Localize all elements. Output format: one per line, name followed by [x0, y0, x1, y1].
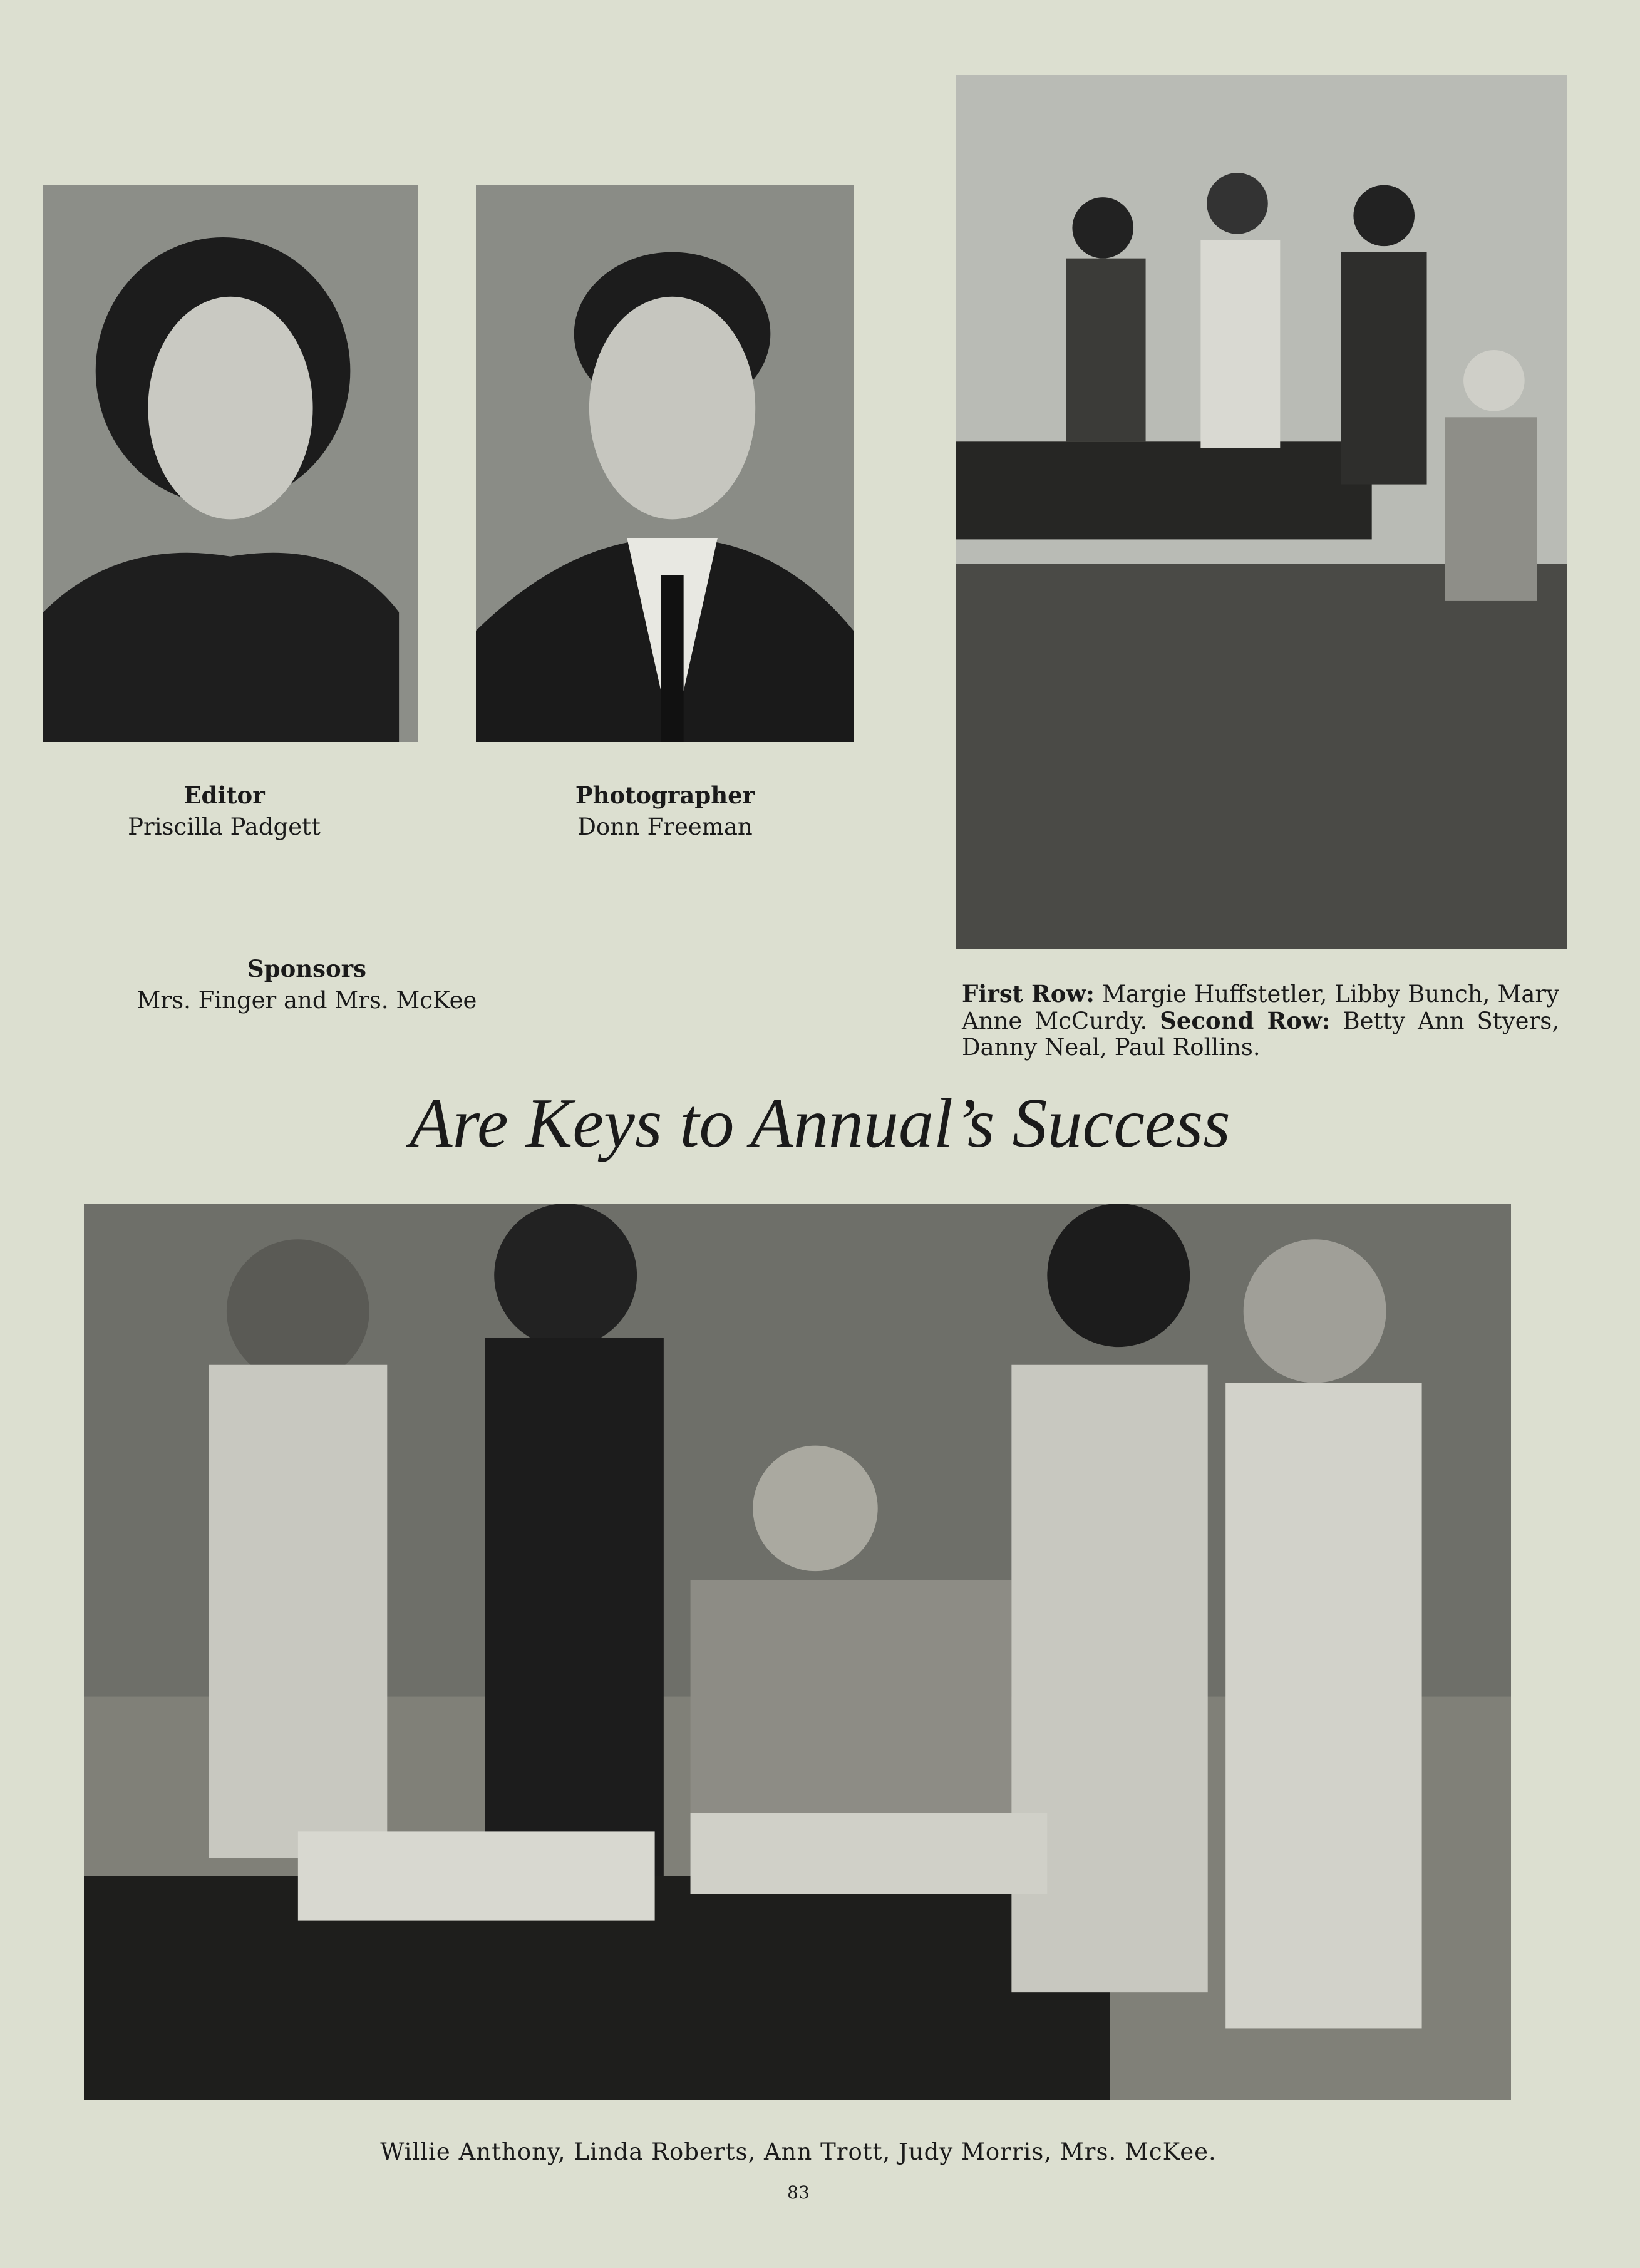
- staff-group-photo: [956, 75, 1567, 949]
- first-row-label: First Row:: [962, 980, 1095, 1008]
- photographer-role: Photographer: [575, 781, 755, 809]
- second-row-label: Second Row:: [1160, 1007, 1331, 1034]
- editor-name: Priscilla Padgett: [128, 813, 321, 840]
- staff-working-photo: [84, 1204, 1511, 2100]
- second-row-names: Betty Ann Styers, Danny Neal, Paul Rollins.: [962, 1008, 1559, 1061]
- editor-role: Editor: [183, 781, 265, 809]
- photographer-portrait-photo: [476, 185, 854, 742]
- headline: Are Keys to Annual’s Success: [410, 1085, 1230, 1162]
- sponsors-role: Sponsors: [247, 955, 366, 982]
- editor-label: [99, 780, 349, 843]
- page-number: 83: [787, 2182, 810, 2203]
- first-row-names: Margie Huffstetler, Libby Bunch, Mary Anne McCurdy.: [962, 981, 1559, 1034]
- sponsors-names: Mrs. Finger and Mrs. McKee: [137, 987, 477, 1014]
- sponsors-label: [88, 953, 526, 1016]
- photographer-label: [508, 780, 822, 843]
- photographer-name: Donn Freeman: [577, 813, 753, 840]
- group-photo-caption: [962, 981, 1559, 1061]
- bottom-photo-caption: Willie Anthony, Linda Roberts, Ann Trott, Judy Morris, Mrs. McKee.: [380, 2138, 1217, 2165]
- editor-portrait-photo: [43, 185, 418, 742]
